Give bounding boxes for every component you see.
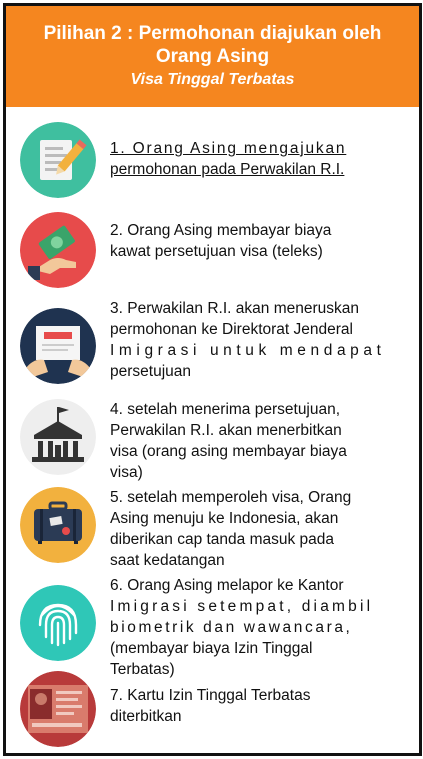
- step-4-line-1: 4. setelah menerima persetujuan,: [110, 401, 341, 418]
- step-5-line-4: saat kedatangan: [110, 552, 225, 569]
- step-2-line-1: 2. Orang Asing membayar biaya: [110, 222, 332, 239]
- step-4-line-2: Perwakilan R.I. akan menerbitkan: [110, 422, 342, 439]
- step-5-line-2: Asing menuju ke Indonesia, akan: [110, 510, 339, 527]
- step-6-line-2: Imigrasi setempat, diambil: [110, 598, 374, 615]
- money-hand-icon: [20, 212, 96, 288]
- approved-document-icon: [20, 308, 96, 384]
- step-6-line-1: 6. Orang Asing melapor ke Kantor: [110, 577, 344, 594]
- step-3-line-2: permohonan ke Direktorat Jenderal: [110, 321, 353, 338]
- header-subtitle: Visa Tinggal Terbatas: [130, 71, 295, 88]
- step-2-line-2: kawat persetujuan visa (teleks): [110, 243, 323, 260]
- step-1-line-2: permohonan pada Perwakilan R.I.: [110, 161, 345, 178]
- step-3-line-3: Imigrasi untuk mendapat: [110, 342, 386, 359]
- step-7-line-2: diterbitkan: [110, 708, 182, 725]
- step-7-line-1: 7. Kartu Izin Tinggal Terbatas: [110, 687, 311, 704]
- step-6-line-4: (membayar biaya Izin Tinggal: [110, 640, 313, 657]
- fingerprint-icon: [20, 585, 96, 661]
- step-5-line-1: 5. setelah memperoleh visa, Orang: [110, 489, 352, 506]
- step-4-line-4: visa): [110, 464, 143, 481]
- step-3-line-4: persetujuan: [110, 363, 192, 380]
- header-title-line-1: Pilihan 2 : Permohonan diajukan oleh: [43, 23, 382, 44]
- step-1-line-1: 1. Orang Asing mengajukan: [110, 140, 347, 157]
- info-panel: [3, 3, 422, 756]
- step-5-line-3: diberikan cap tanda masuk pada: [110, 531, 335, 548]
- embassy-building-icon: [20, 399, 96, 475]
- step-4-line-3: visa (orang asing membayar biaya: [110, 443, 347, 460]
- suitcase-icon: [20, 487, 96, 563]
- step-3-line-1: 3. Perwakilan R.I. akan meneruskan: [110, 300, 359, 317]
- id-card-icon: [20, 671, 96, 747]
- document-pencil-icon: [20, 122, 96, 198]
- step-6-line-5: Terbatas): [110, 661, 175, 678]
- header: [6, 6, 419, 107]
- header-title-line-2: Orang Asing: [155, 46, 270, 67]
- step-6-line-3: biometrik dan wawancara,: [110, 619, 353, 636]
